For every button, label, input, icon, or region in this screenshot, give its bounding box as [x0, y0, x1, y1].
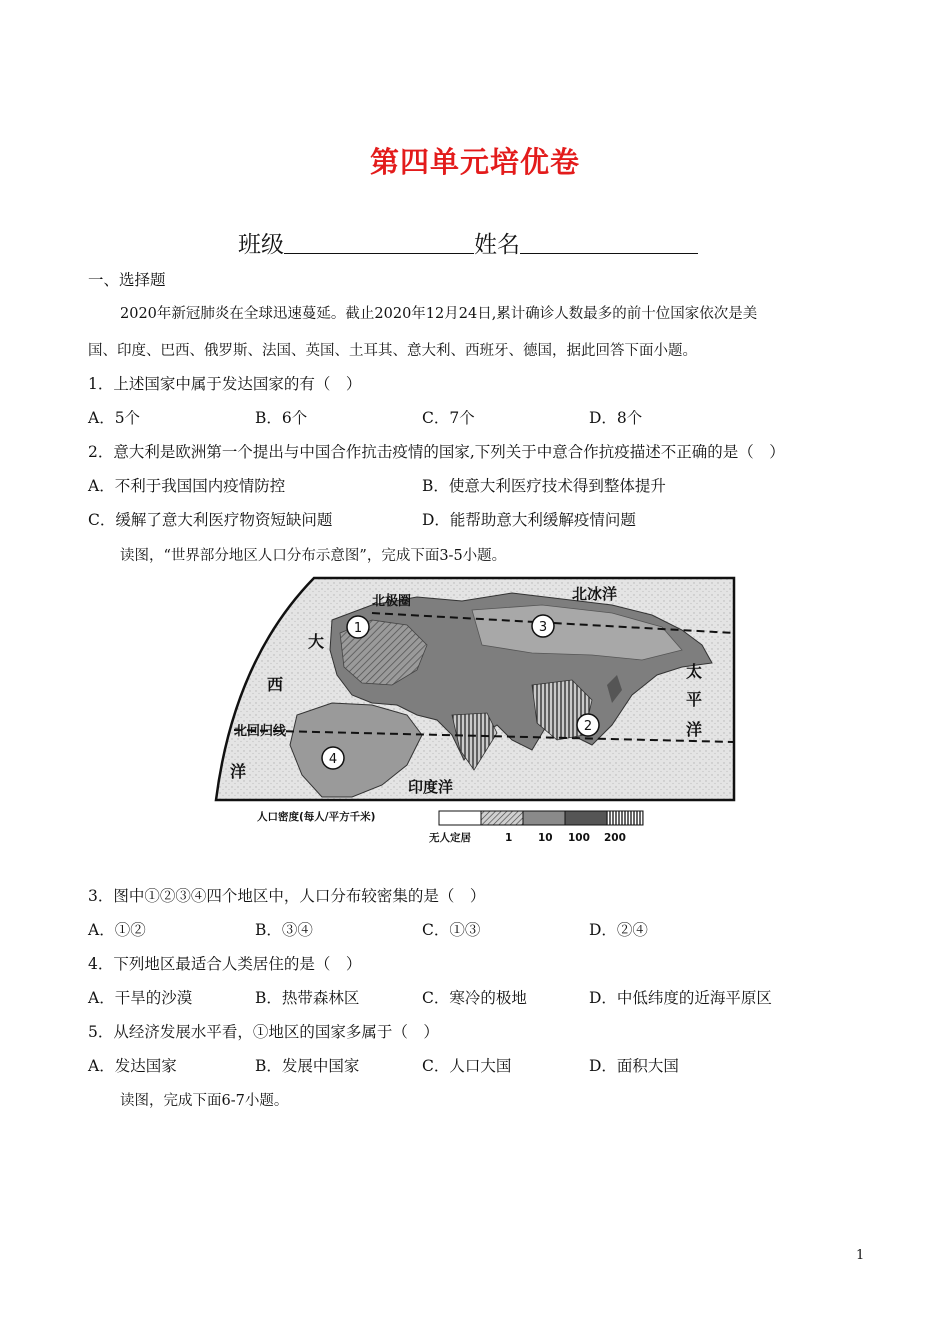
q3-option-c[interactable]: C．①③ [422, 921, 481, 939]
class-name-line [238, 226, 698, 259]
marker-1-label: 1 [353, 621, 363, 636]
indian-ocean-label: 印度洋 [408, 778, 454, 796]
q2-option-b[interactable]: B．使意大利医疗技术得到整体提升 [422, 477, 666, 495]
legend-tick-100: 100 [568, 832, 590, 844]
q5-option-b[interactable]: B．发展中国家 [255, 1057, 360, 1075]
legend-tick-none: 无人定居 [429, 832, 471, 844]
question-1: 1．上述国家中属于发达国家的有（ ） [88, 375, 362, 393]
name-label: 姓名 [474, 232, 520, 258]
map-legend [255, 808, 655, 848]
page-number: 1 [856, 1248, 865, 1263]
question-3: 3．图中①②③④四个地区中，人口分布较密集的是（ ） [88, 887, 486, 905]
intro-line-2: 国、印度、巴西、俄罗斯、法国、英国、土耳其、意大利、西班牙、德国，据此回答下面小题。 [88, 343, 697, 359]
marker-2-label: 2 [583, 719, 593, 734]
marker-3-label: 3 [538, 620, 548, 635]
atlantic-label-1: 大 [308, 632, 325, 651]
legend-swatch-none [439, 811, 481, 825]
legend-swatch-1 [481, 811, 523, 825]
read-map-instruction-2: 读图，完成下面6-7小题。 [120, 1093, 289, 1109]
q4-option-a[interactable]: A．干旱的沙漠 [88, 989, 193, 1007]
marker-1 [347, 616, 369, 638]
q2-option-a[interactable]: A．不利于我国国内疫情防控 [88, 477, 286, 495]
q5-option-d[interactable]: D．面积大国 [589, 1057, 679, 1075]
page-title: 第四单元培优卷 [369, 145, 580, 179]
pacific-label-1: 太 [686, 662, 703, 681]
q1-option-a[interactable]: A．5个 [88, 409, 141, 427]
legend-swatch-100 [565, 811, 607, 825]
intro-line-1: 2020年新冠肺炎在全球迅速蔓延。截止2020年12月24日,累计确诊人数最多的前十位国家依次是美 [120, 306, 758, 322]
legend-tick-10: 10 [538, 832, 553, 844]
q4-option-c[interactable]: C．寒冷的极地 [422, 989, 527, 1007]
legend-title: 人口密度(每人/平方千米) [257, 811, 376, 823]
legend-tick-1: 1 [505, 832, 513, 844]
q4-option-d[interactable]: D．中低纬度的近海平原区 [589, 989, 772, 1007]
question-2: 2．意大利是欧洲第一个提出与中国合作抗击疫情的国家,下列关于中意合作抗疫描述不正确的是（ ） [88, 443, 785, 461]
q2-option-d[interactable]: D．能帮助意大利缓解疫情问题 [422, 511, 636, 529]
read-map-instruction-1: 读图，“世界部分地区人口分布示意图”，完成下面3-5小题。 [120, 548, 507, 564]
q1-option-d[interactable]: D．8个 [589, 409, 643, 427]
legend-swatch-10 [523, 811, 565, 825]
pacific-label-2: 平 [686, 690, 703, 709]
class-blank[interactable] [284, 229, 474, 254]
q1-option-c[interactable]: C．7个 [422, 409, 475, 427]
q3-option-d[interactable]: D．②④ [589, 921, 648, 939]
tropic-label: 北回归线 [234, 724, 287, 739]
marker-2 [577, 714, 599, 736]
q3-option-b[interactable]: B．③④ [255, 921, 313, 939]
q3-option-a[interactable]: A．①② [88, 921, 146, 939]
q1-option-b[interactable]: B．6个 [255, 409, 308, 427]
q5-option-a[interactable]: A．发达国家 [88, 1057, 177, 1075]
question-4: 4．下列地区最适合人类居住的是（ ） [88, 955, 362, 973]
q2-option-c[interactable]: C．缓解了意大利医疗物资短缺问题 [88, 511, 333, 529]
pacific-label-3: 洋 [686, 720, 703, 739]
population-map [212, 575, 737, 805]
marker-4 [322, 747, 344, 769]
atlantic-label-3: 洋 [230, 762, 247, 781]
arctic-ocean-label: 北冰洋 [572, 585, 618, 603]
q5-option-c[interactable]: C．人口大国 [422, 1057, 512, 1075]
q4-option-b[interactable]: B．热带森林区 [255, 989, 360, 1007]
arctic-circle-label: 北极圈 [372, 594, 412, 609]
atlantic-label-2: 西 [267, 675, 284, 694]
legend-swatch-200 [607, 811, 643, 825]
marker-3 [532, 615, 554, 637]
class-label: 班级 [238, 232, 284, 258]
marker-4-label: 4 [328, 752, 338, 767]
question-5: 5．从经济发展水平看，①地区的国家多属于（ ） [88, 1023, 439, 1041]
name-blank[interactable] [520, 229, 698, 254]
legend-tick-200: 200 [604, 832, 626, 844]
section-heading: 一、选择题 [88, 271, 166, 289]
